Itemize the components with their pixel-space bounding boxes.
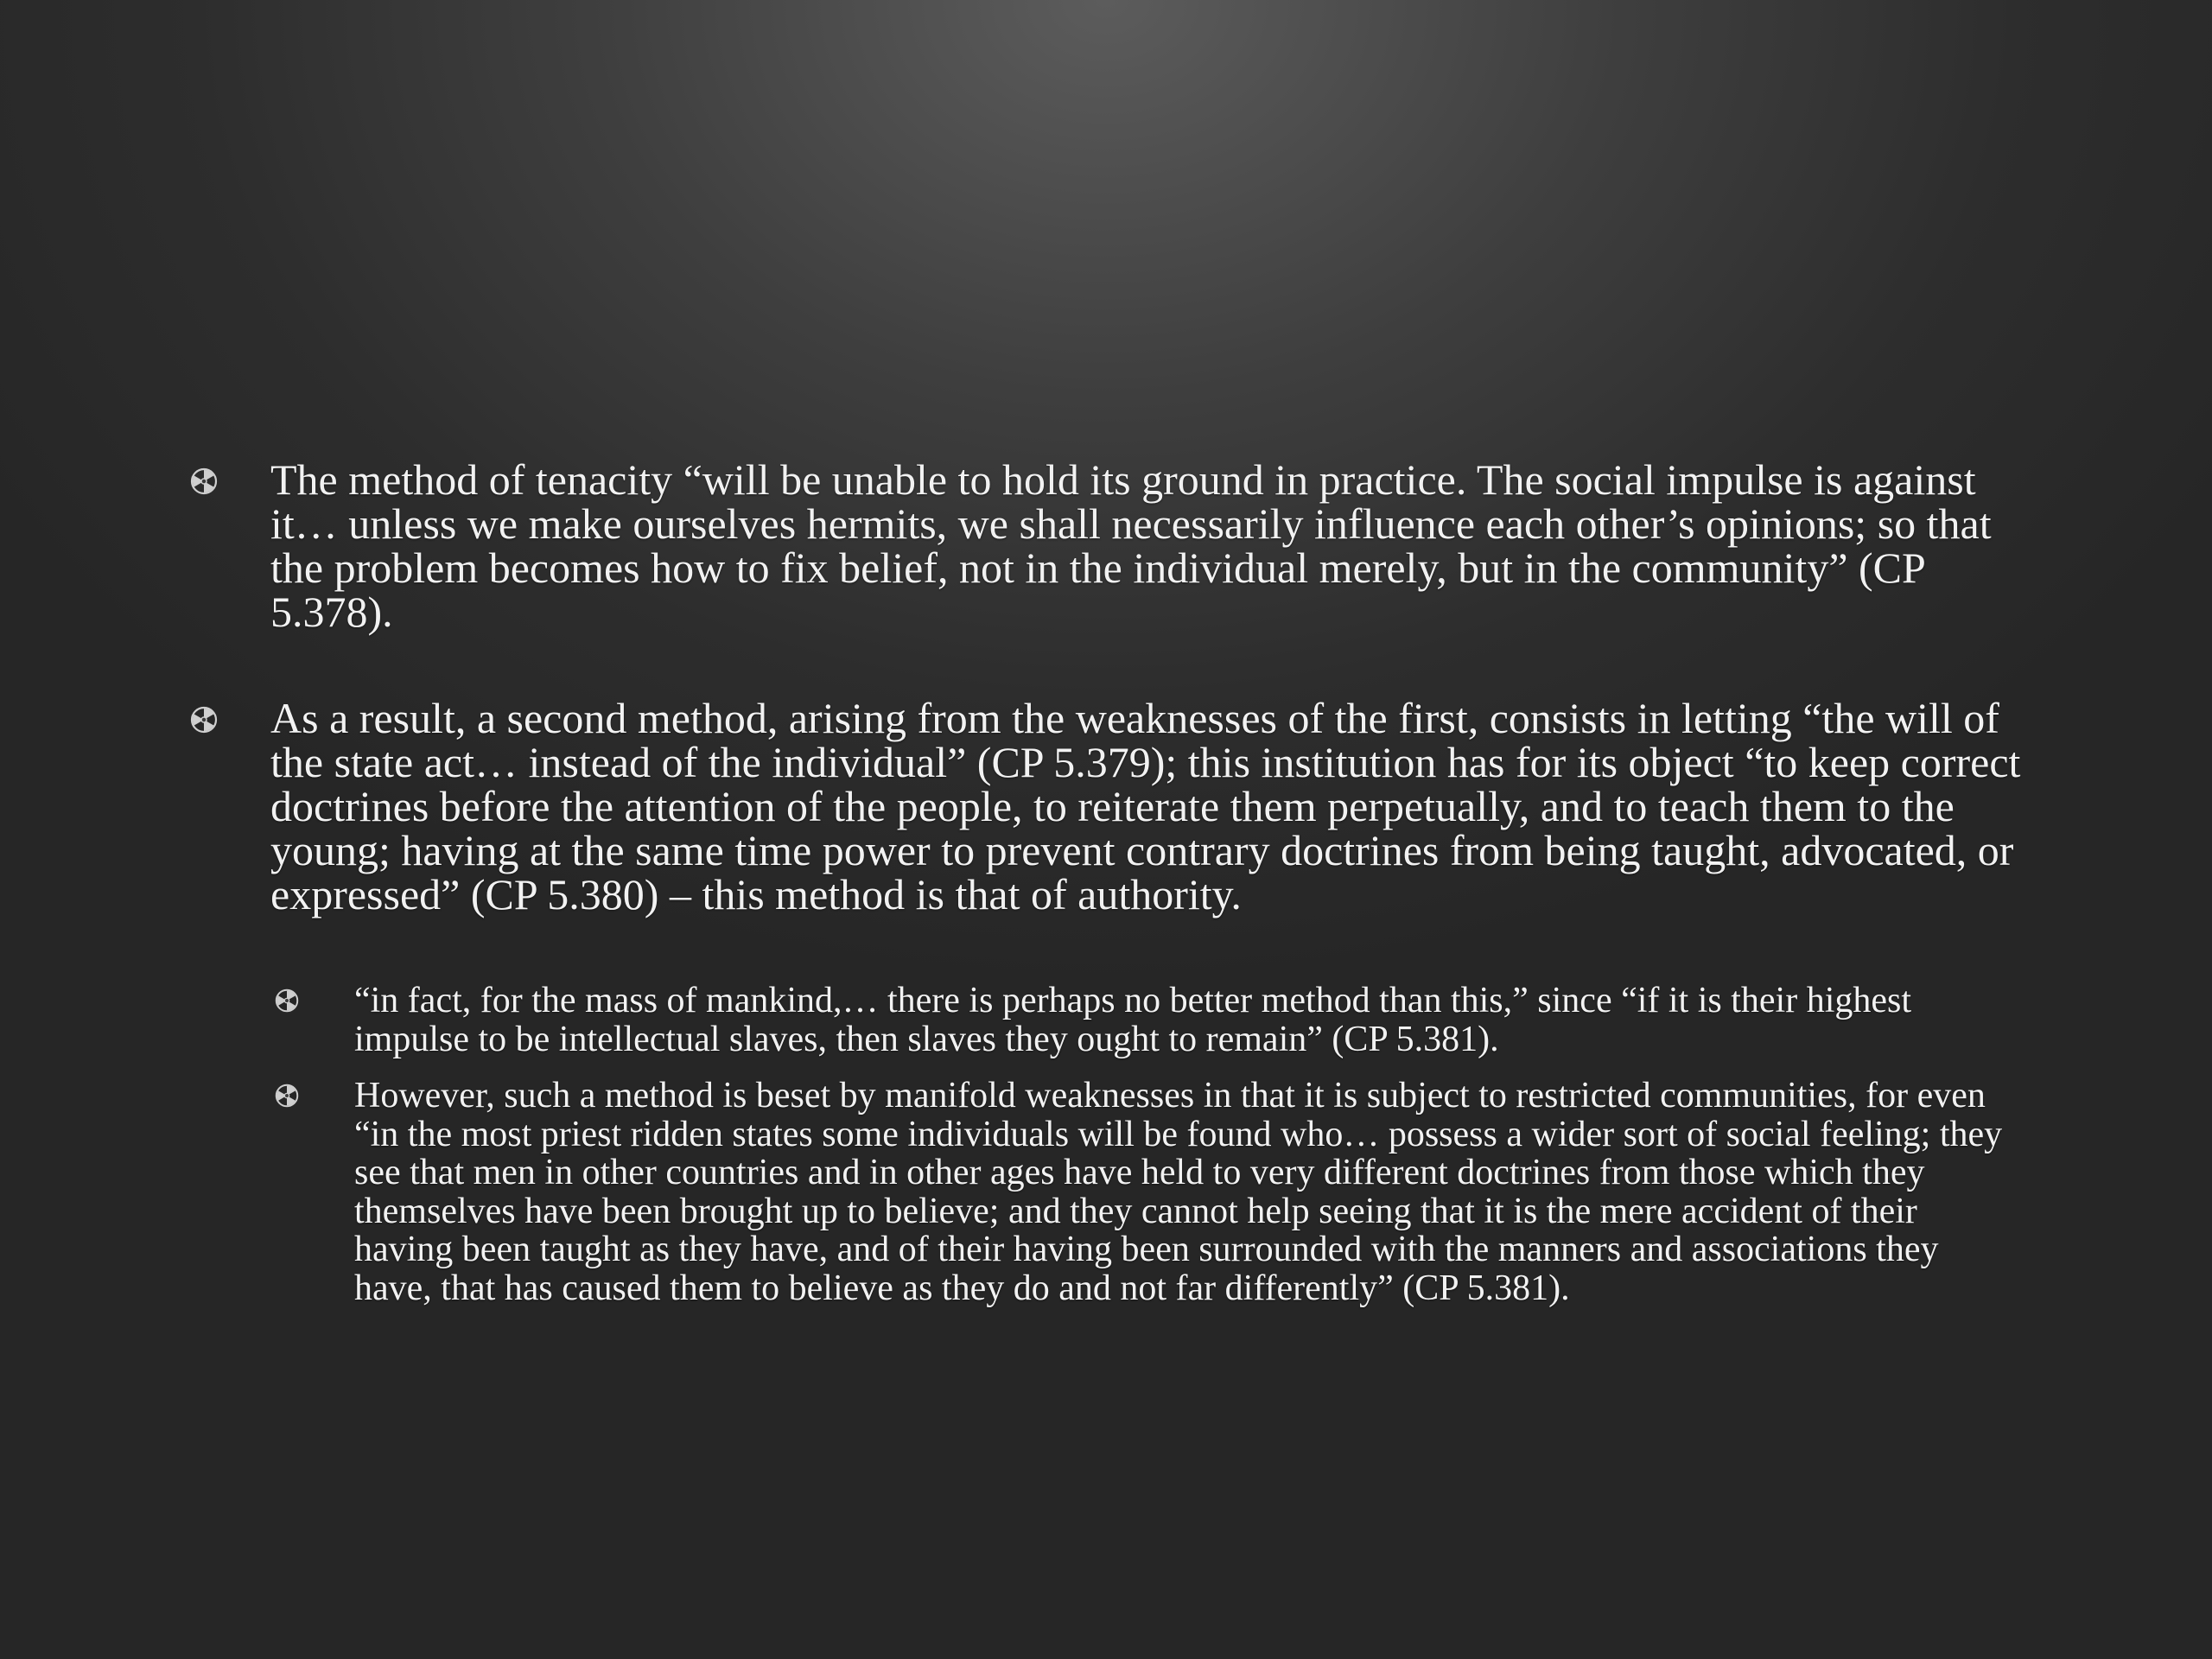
bullet-text: The method of tenacity “will be unable to hold its ground in practice. The social impulse is against it… unless we make ourselves hermits, we shall necessarily influence each other’s opinions; so that the problem becomes how to fix belief, not in the individual merely, but in the community” (CP 5.378).: [270, 455, 1992, 636]
flower-bullet-icon: [190, 467, 218, 495]
flower-bullet-icon: [190, 706, 218, 734]
flower-bullet-icon: [275, 1084, 299, 1108]
sub-bullet-text: However, such a method is beset by manifold weaknesses in that it is subject to restricted communities, for even “in the most priest ridden states some individuals will be found who… possess a wider sort of social feeling; they see that men in other countries and in other ages have held to very different doctrines from those which they themselves have been brought up to believe; and they cannot help seeing that it is the mere accident of their having been taught as they have, and of their having been surrounded with the manners and associations they have, that has caused them to believe as they do and not far differently” (CP 5.381).: [354, 1076, 2003, 1308]
flower-bullet-icon: [275, 988, 299, 1013]
sub-bullet-text: “in fact, for the mass of mankind,… there is perhaps no better method than this,” since “if it is their highest impulse to be intellectual slaves, then slaves they ought to remain” (CP 5.381).: [354, 981, 1912, 1059]
bullet-text: As a result, a second method, arising from the weaknesses of the first, consists in letting “the will of the state act… instead of the individual” (CP 5.379); this institution has for its object “to keep correct doctrines before the attention of the people, to reiterate them perpetually, and to teach them to the young; having at the same time power to prevent contrary doctrines from being taught, advocated, or expressed” (CP 5.380) – this method is that of authority.: [270, 694, 2021, 918]
